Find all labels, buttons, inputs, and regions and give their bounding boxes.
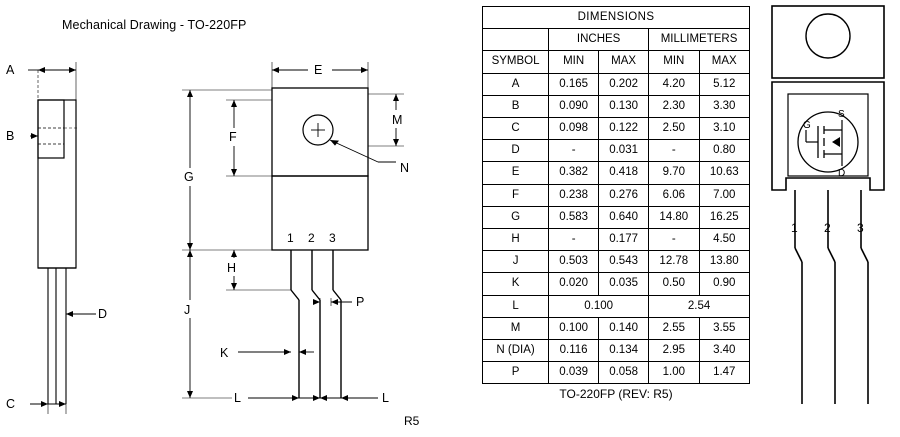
cell-symbol: J	[483, 251, 549, 273]
front-pin-2: 2	[308, 231, 315, 245]
svg-text:F: F	[229, 130, 237, 144]
dimension-L-left	[232, 390, 327, 408]
cell-in-max: 0.640	[599, 206, 649, 228]
cell-in-min: -	[549, 229, 599, 251]
dimension-D	[66, 307, 107, 321]
cell-mm-min: 2.30	[649, 95, 699, 117]
cell-mm-min: 12.78	[649, 251, 699, 273]
column-header-mm-min: MIN	[649, 51, 699, 73]
cell-symbol: A	[483, 73, 549, 95]
cell-symbol: C	[483, 118, 549, 140]
dimension-M	[368, 94, 408, 146]
cell-in-min: 0.098	[549, 118, 599, 140]
svg-text:B: B	[6, 129, 15, 143]
drawing-title: Mechanical Drawing - TO-220FP	[62, 18, 247, 32]
table-row	[483, 273, 750, 295]
mosfet-symbol	[798, 109, 858, 179]
cell-mm-min: 9.70	[649, 162, 699, 184]
cell-mm-min: 14.80	[649, 206, 699, 228]
dimension-C	[6, 396, 66, 414]
cell-in-min: 0.039	[549, 362, 599, 384]
package-pin-2: 2	[824, 221, 831, 235]
cell-symbol: E	[483, 162, 549, 184]
svg-text:L: L	[234, 391, 241, 405]
cell-symbol: G	[483, 206, 549, 228]
dimensions-table-panel	[482, 6, 750, 401]
cell-in-max: 0.058	[599, 362, 649, 384]
table-row	[483, 317, 750, 339]
dimension-N	[330, 140, 409, 175]
dimension-H	[224, 250, 291, 290]
dimension-F	[226, 100, 272, 176]
cell-mm-min: 2.50	[649, 118, 699, 140]
cell-mm-max: 13.80	[699, 251, 749, 273]
cell-in-min: 0.503	[549, 251, 599, 273]
cell-mm-min: 2.95	[649, 340, 699, 362]
front-pin-3: 3	[329, 231, 336, 245]
package-schematic-panel	[762, 0, 900, 437]
dimensions-table	[482, 6, 750, 384]
svg-text:C: C	[6, 397, 16, 411]
column-header-symbol: SYMBOL	[483, 51, 549, 73]
cell-mm-min: -	[649, 229, 699, 251]
cell-mm-max: 0.90	[699, 273, 749, 295]
cell-in-max: 0.122	[599, 118, 649, 140]
svg-text:E: E	[314, 63, 323, 77]
svg-text:A: A	[6, 63, 15, 77]
package-with-symbol	[762, 0, 900, 437]
front-pin-1: 1	[287, 231, 294, 245]
dimension-E	[272, 60, 368, 90]
cell-in-min: 0.020	[549, 273, 599, 295]
cell-in-min: 0.165	[549, 73, 599, 95]
cell-symbol: B	[483, 95, 549, 117]
cell-mm-min: 1.00	[649, 362, 699, 384]
cell-in-max: 0.134	[599, 340, 649, 362]
cell-symbol: M	[483, 317, 549, 339]
table-row	[483, 251, 750, 273]
dimension-A	[6, 62, 76, 104]
cell-in-max: 0.543	[599, 251, 649, 273]
dimension-G	[182, 90, 272, 250]
cell-mm-max: 1.47	[699, 362, 749, 384]
svg-text:G: G	[184, 170, 194, 184]
svg-text:K: K	[220, 346, 229, 360]
cell-mm-max: 3.30	[699, 95, 749, 117]
cell-in-min: -	[549, 140, 599, 162]
package-pin-1: 1	[791, 221, 798, 235]
cell-in-max: 0.276	[599, 184, 649, 206]
cell-mm-max: 10.63	[699, 162, 749, 184]
package-tab	[772, 6, 884, 78]
cell-in-max: 0.035	[599, 273, 649, 295]
cell-in-max: 0.418	[599, 162, 649, 184]
cell-symbol: L	[483, 295, 549, 317]
cell-mm-max: 7.00	[699, 184, 749, 206]
svg-text:H: H	[227, 261, 237, 275]
column-header-in-max: MAX	[599, 51, 649, 73]
cell-mm-min: 6.06	[649, 184, 699, 206]
cell-in-min: 0.238	[549, 184, 599, 206]
table-row	[483, 95, 750, 117]
package-pin-3: 3	[857, 221, 864, 235]
dimension-B	[6, 128, 78, 143]
table-row	[483, 118, 750, 140]
table-corner-blank	[483, 29, 549, 51]
table-row	[483, 340, 750, 362]
cell-symbol: D	[483, 140, 549, 162]
cell-mm-min: 2.55	[649, 317, 699, 339]
table-row	[483, 184, 750, 206]
cell-in-min: 0.100	[549, 317, 599, 339]
cell-mm-span: 2.54	[649, 295, 750, 317]
column-header-in-min: MIN	[549, 51, 599, 73]
revision-label: R5	[404, 414, 420, 428]
side-view-body	[38, 100, 76, 404]
table-row	[483, 362, 750, 384]
cell-mm-max: 4.50	[699, 229, 749, 251]
terminal-label-G: G	[803, 120, 811, 131]
svg-text:M: M	[392, 113, 403, 127]
column-header-mm-max: MAX	[699, 51, 749, 73]
table-row	[483, 73, 750, 95]
cell-mm-min: 0.50	[649, 273, 699, 295]
cell-mm-max: 3.55	[699, 317, 749, 339]
cell-in-min: 0.116	[549, 340, 599, 362]
cell-mm-max: 16.25	[699, 206, 749, 228]
cell-symbol: K	[483, 273, 549, 295]
cell-in-max: 0.140	[599, 317, 649, 339]
cell-in-max: 0.202	[599, 73, 649, 95]
table-caption: TO-220FP (REV: R5)	[559, 387, 673, 402]
table-row	[483, 140, 750, 162]
package-body	[772, 82, 884, 190]
cell-mm-max: 3.10	[699, 118, 749, 140]
cell-mm-max: 5.12	[699, 73, 749, 95]
cell-mm-min: 4.20	[649, 73, 699, 95]
table-row	[483, 206, 750, 228]
cell-mm-min: -	[649, 140, 699, 162]
cell-symbol: P	[483, 362, 549, 384]
cell-in-max: 0.177	[599, 229, 649, 251]
svg-text:N: N	[400, 161, 410, 175]
cell-in-max: 0.031	[599, 140, 649, 162]
svg-text:L: L	[382, 391, 389, 405]
cell-in-min: 0.382	[549, 162, 599, 184]
svg-text:D: D	[98, 307, 108, 321]
cell-symbol: N (DIA)	[483, 340, 549, 362]
cell-in-span: 0.100	[549, 295, 649, 317]
svg-text:J: J	[184, 303, 191, 317]
terminal-label-S: S	[838, 109, 845, 120]
table-row	[483, 295, 750, 317]
cell-symbol: F	[483, 184, 549, 206]
table-row	[483, 162, 750, 184]
cell-mm-max: 0.80	[699, 140, 749, 162]
cell-in-max: 0.130	[599, 95, 649, 117]
table-header-inches: INCHES	[549, 29, 649, 51]
table-row	[483, 229, 750, 251]
cell-in-min: 0.090	[549, 95, 599, 117]
terminal-label-D: D	[838, 168, 846, 179]
cell-mm-max: 3.40	[699, 340, 749, 362]
table-title: DIMENSIONS	[483, 7, 750, 29]
svg-text:P: P	[356, 295, 365, 309]
table-header-millimeters: MILLIMETERS	[649, 29, 750, 51]
cell-in-min: 0.583	[549, 206, 599, 228]
cell-symbol: H	[483, 229, 549, 251]
dimension-L-right	[313, 391, 389, 405]
